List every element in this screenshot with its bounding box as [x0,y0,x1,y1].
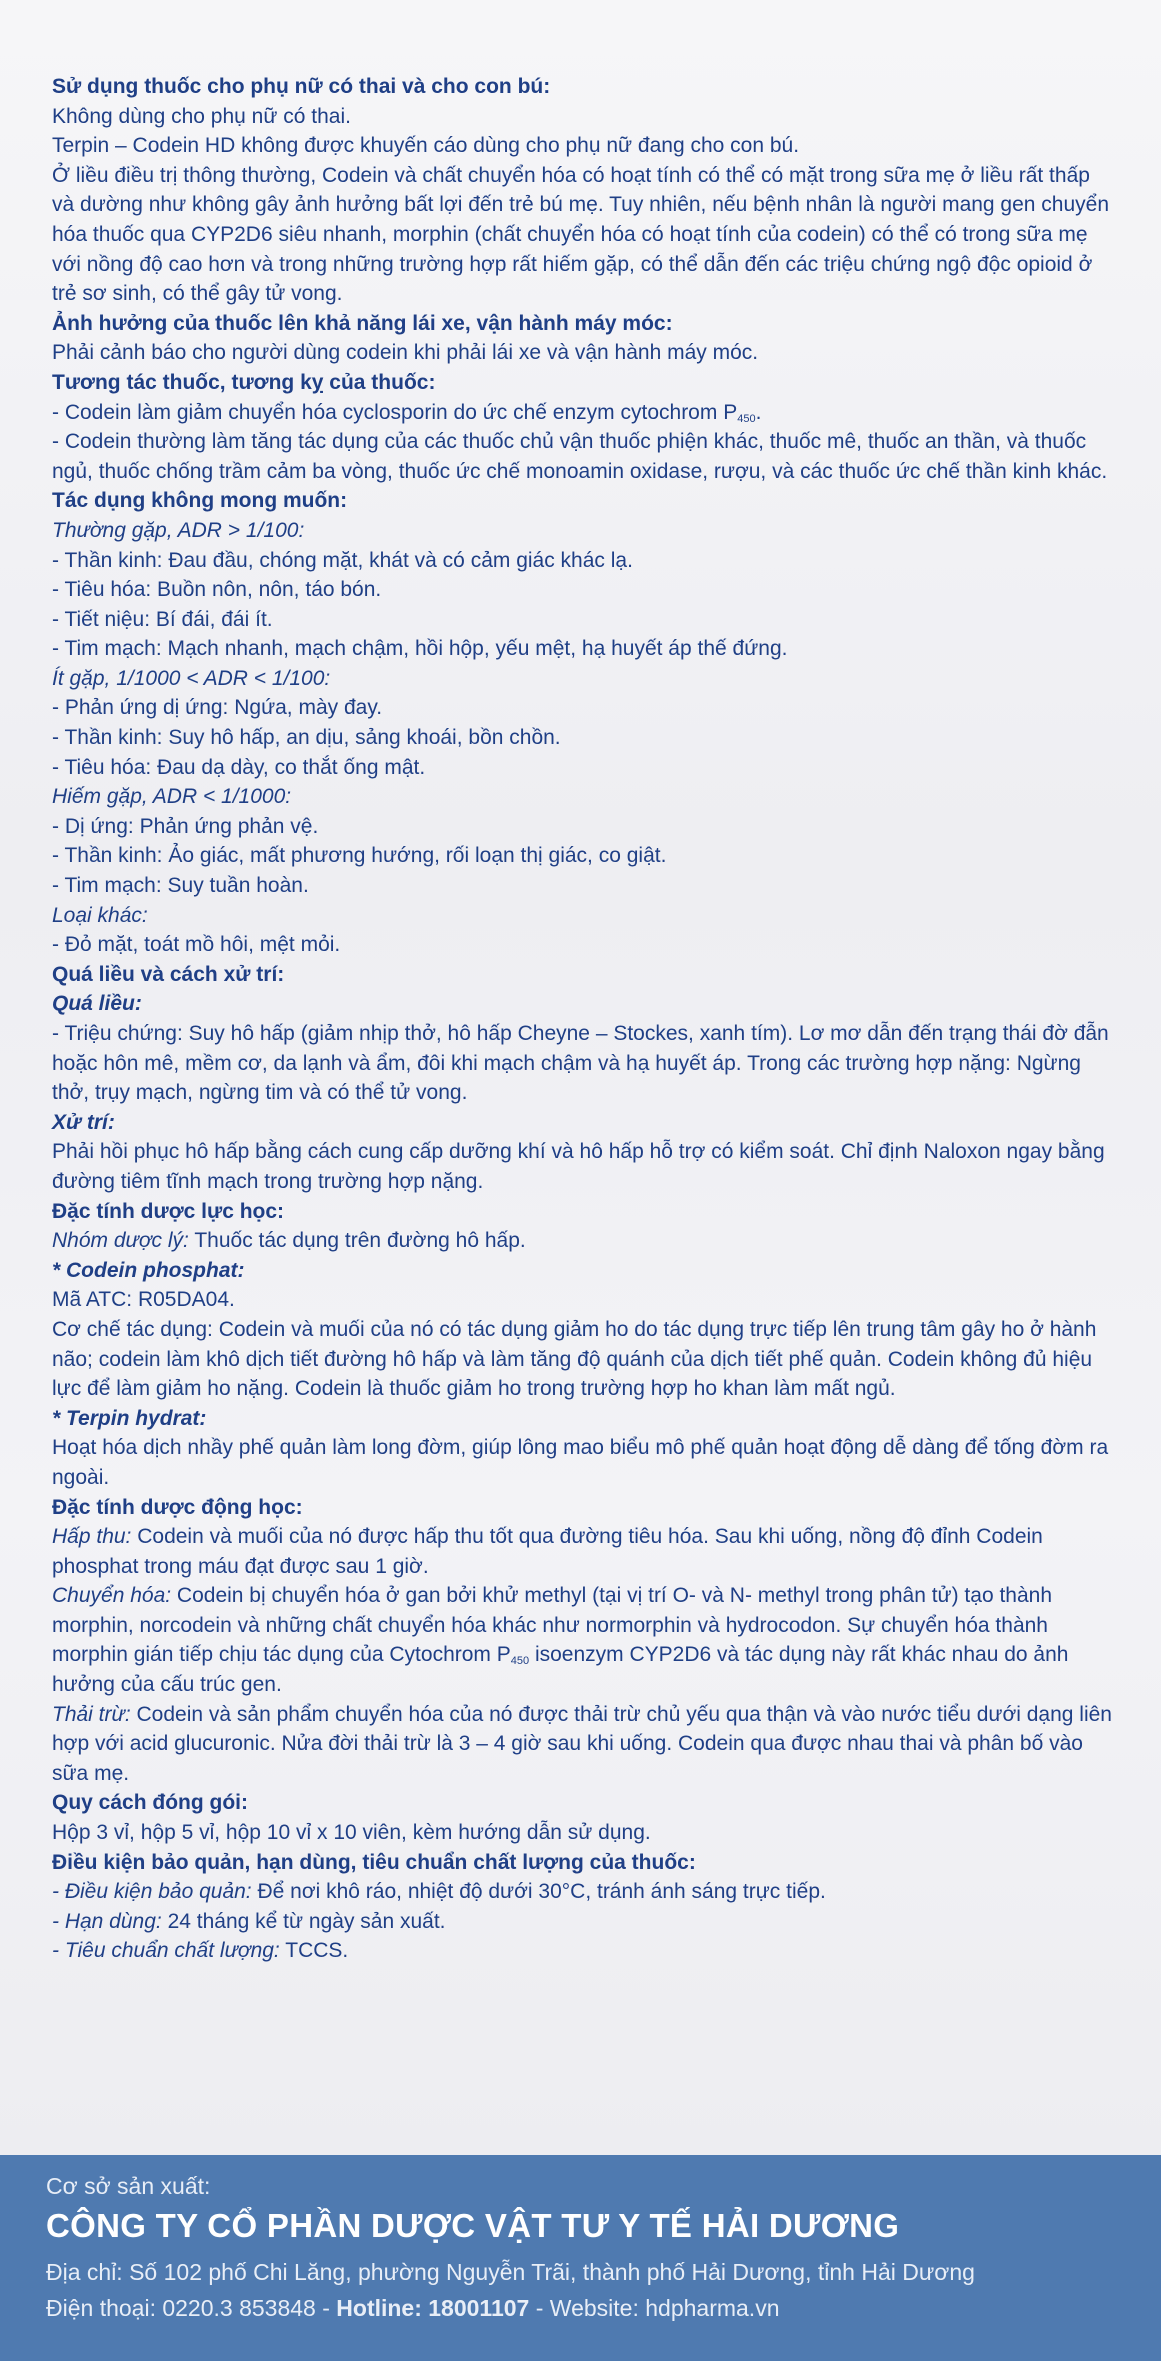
metabolism-text: Chuyển hóa: Codein bị chuyển hóa ở gan bởi khử methyl (tại vị trí O- và N- methyl trong phân tử) tạo thành morphin, norcodein và những chất chuyển hóa khác như normorphin và hydrocodon. Sự chuyển hóa thành morphin gián tiếp chịu tác dụng của Cytochrom $P_{450}$ isoenzym CYP2D6 và tác dụng này rất khác nhau do ảnh hưởng của cấu trúc gen. [52,1584,1069,1697]
adverse-rare-2: - Thần kinh: Ảo giác, mất phương hướng, rối loạn thị giác, co giật. [52,844,667,868]
adverse-other-heading: Loại khác: [52,903,148,927]
packaging-heading: Quy cách đóng gói: [52,1791,249,1815]
adverse-common-2: - Tiêu hóa: Buồn nôn, nôn, táo bón. [52,578,382,602]
adverse-uncommon-2: - Thần kinh: Suy hô hấp, an dịu, sảng khoái, bồn chồn. [52,726,561,750]
pregnancy-text-2: Terpin – Codein HD không được khuyến cáo dùng cho phụ nữ đang cho con bú. [52,134,800,158]
adverse-heading: Tác dụng không mong muốn: [52,489,348,513]
website-text: - Website: hdpharma.vn [529,2295,780,2321]
overdose-subheading: Quá liều: [52,992,142,1016]
terpin-hydrat-text: Hoạt hóa dịch nhầy phế quản làm long đờm, giúp lông mao biểu mô phế quản hoạt động dễ dàng để tống đờm ra ngoài. [52,1436,1109,1489]
pharmacokinetics-heading: Đặc tính dược động học: [52,1495,303,1519]
adverse-common-heading: Thường gặp, ADR > 1/100: [52,518,305,542]
pregnancy-heading: Sử dụng thuốc cho phụ nữ có thai và cho con bú: [52,75,551,98]
shelf-life: - Hạn dùng: 24 tháng kể từ ngày sản xuất. [52,1909,446,1933]
packaging-text: Hộp 3 vỉ, hộp 5 vỉ, hộp 10 vỉ x 10 viên, kèm hướng dẫn sử dụng. [52,1821,651,1845]
storage-conditions: - Điều kiện bảo quản: Để nơi khô ráo, nhiệt độ dưới 30°C, tránh ánh sáng trực tiếp. [52,1880,826,1904]
hotline-text: Hotline: 18001107 [336,2295,530,2321]
adverse-common-3: - Tiết niệu: Bí đái, đái ít. [52,607,273,631]
treatment-text: Phải hồi phục hô hấp bằng cách cung cấp dưỡng khí và hô hấp hỗ trợ có kiểm soát. Chỉ định Naloxon ngay bằng đường tiêm tĩnh mạch trong trường hợp nặng. [52,1140,1105,1193]
codein-phosphat-heading: * Codein phosphat: [52,1258,245,1282]
manufacturer-address: Địa chỉ: Số 102 phố Chi Lăng, phường Nguyễn Trãi, thành phố Hải Dương, tỉnh Hải Dương [46,2259,975,2285]
interactions-text-2: - Codein thường làm tăng tác dụng của các thuốc chủ vận thuốc phiện khác, thuốc mê, thuốc an thần, và thuốc ngủ, thuốc chống trầm cảm ba vòng, thuốc ức chế monoamin oxidase, rượu, và các thuốc ức chế thần kinh khác. [52,430,1108,483]
adverse-rare-3: - Tim mạch: Suy tuần hoàn. [52,874,309,898]
pharmacologic-group: Nhóm dược lý: Thuốc tác dụng trên đường hô hấp. [52,1229,526,1253]
adverse-common-1: - Thần kinh: Đau đầu, chóng mặt, khát và có cảm giác khác lạ. [52,548,633,572]
quality-standard: - Tiêu chuẩn chất lượng: TCCS. [52,1939,349,1963]
manufacturer-name: CÔNG TY CỔ PHẦN DƯỢC VẬT TƯ Y TẾ HẢI DƯƠNG [46,2207,900,2244]
absorption-text: Hấp thu: Codein và muối của nó được hấp thu tốt qua đường tiêu hóa. Sau khi uống, nồng độ đỉnh Codein phosphat trong máu đạt được sau 1 giờ. [52,1525,1043,1578]
elimination-text: Thải trừ: Codein và sản phẩm chuyển hóa của nó được thải trừ chủ yếu qua thận và vào nước tiểu dưới dạng liên hợp với acid glucuronic. Nửa đời thải trừ là 3 – 4 giờ sau khi uống. Codein qua được nhau thai và phân bố vào sữa mẹ. [52,1702,1112,1785]
adverse-uncommon-heading: Ít gặp, 1/1000 < ADR < 1/100: [52,666,331,690]
adverse-rare-1: - Dị ứng: Phản ứng phản vệ. [52,814,319,838]
leaflet-content [52,72,1112,1966]
overdose-symptoms: - Triệu chứng: Suy hô hấp (giảm nhịp thở, hô hấp Cheyne – Stockes, xanh tím). Lơ mơ dẫn đến trạng thái đờ đẫn hoặc hôn mê, mềm cơ, da lạnh và ẩm, đôi khi mạch chậm và hạ huyết áp. Trong các trường hợp nặng: Ngừng thở, trụy mạch, ngừng tim và có thể tử vong. [52,1022,1109,1105]
mechanism-text: Cơ chế tác dụng: Codein và muối của nó có tác dụng giảm ho do tác dụng trực tiếp lên trung tâm gây ho ở hành não; codein làm khô dịch tiết đường hô hấp và làm tăng độ quánh của dịch tiết phế quản. Codein không đủ hiệu lực để làm giảm ho nặng. Codein là thuốc giảm ho trong trường hợp ho khan làm mất ngủ. [52,1317,1097,1401]
driving-text: Phải cảnh báo cho người dùng codein khi phải lái xe và vận hành máy móc. [52,341,759,365]
adverse-uncommon-3: - Tiêu hóa: Đau dạ dày, co thắt ống mật. [52,755,426,779]
pharmacodynamics-heading: Đặc tính dược lực học: [52,1199,285,1223]
driving-heading: Ảnh hưởng của thuốc lên khả năng lái xe, vận hành máy móc: [52,311,673,335]
terpin-hydrat-heading: * Terpin hydrat: [52,1406,207,1430]
adverse-uncommon-1: - Phản ứng dị ứng: Ngứa, mày đay. [52,696,383,720]
interactions-text-1: - Codein làm giảm chuyển hóa cyclosporin do ức chế enzym cytochrom $P_{450}$. [52,400,762,425]
pregnancy-text-1: Không dùng cho phụ nữ có thai. [52,104,351,128]
adverse-rare-heading: Hiếm gặp, ADR < 1/1000: [52,785,292,809]
interactions-heading: Tương tác thuốc, tương kỵ của thuốc: [52,370,436,394]
manufacturer-contact [46,2295,779,2322]
pregnancy-text-3: Ở liều điều trị thông thường, Codein và chất chuyển hóa có hoạt tính có thể có mặt trong sữa mẹ ở liều rất thấp và dường như không gây ảnh hưởng bất lợi đến trẻ bú mẹ. Tuy nhiên, nếu bệnh nhân là người mang gen chuyển hóa thuốc qua CYP2D6 siêu nhanh, morphin (chất chuyển hóa có hoạt tính của codein) có thể có trong sữa mẹ với nồng độ cao hơn và trong những trường hợp rất hiếm gặp, có thể dẫn đến các triệu chứng ngộ độc opioid ở trẻ sơ sinh, có thể gây tử vong. [52,163,1110,306]
phone-text: Điện thoại: 0220.3 853848 - [46,2295,337,2321]
overdose-heading: Quá liều và cách xử trí: [52,962,285,986]
storage-heading: Điều kiện bảo quản, hạn dùng, tiêu chuẩn chất lượng của thuốc: [52,1850,696,1874]
manufacturer-label: Cơ sở sản xuất: [46,2173,211,2199]
atc-code: Mã ATC: R05DA04. [52,1288,235,1312]
treatment-subheading: Xử trí: [52,1110,115,1134]
adverse-common-4: - Tim mạch: Mạch nhanh, mạch chậm, hồi hộp, yếu mệt, hạ huyết áp thế đứng. [52,637,788,661]
adverse-other-1: - Đỏ mặt, toát mồ hôi, mệt mỏi. [52,933,341,957]
manufacturer-footer [0,2155,1161,2361]
